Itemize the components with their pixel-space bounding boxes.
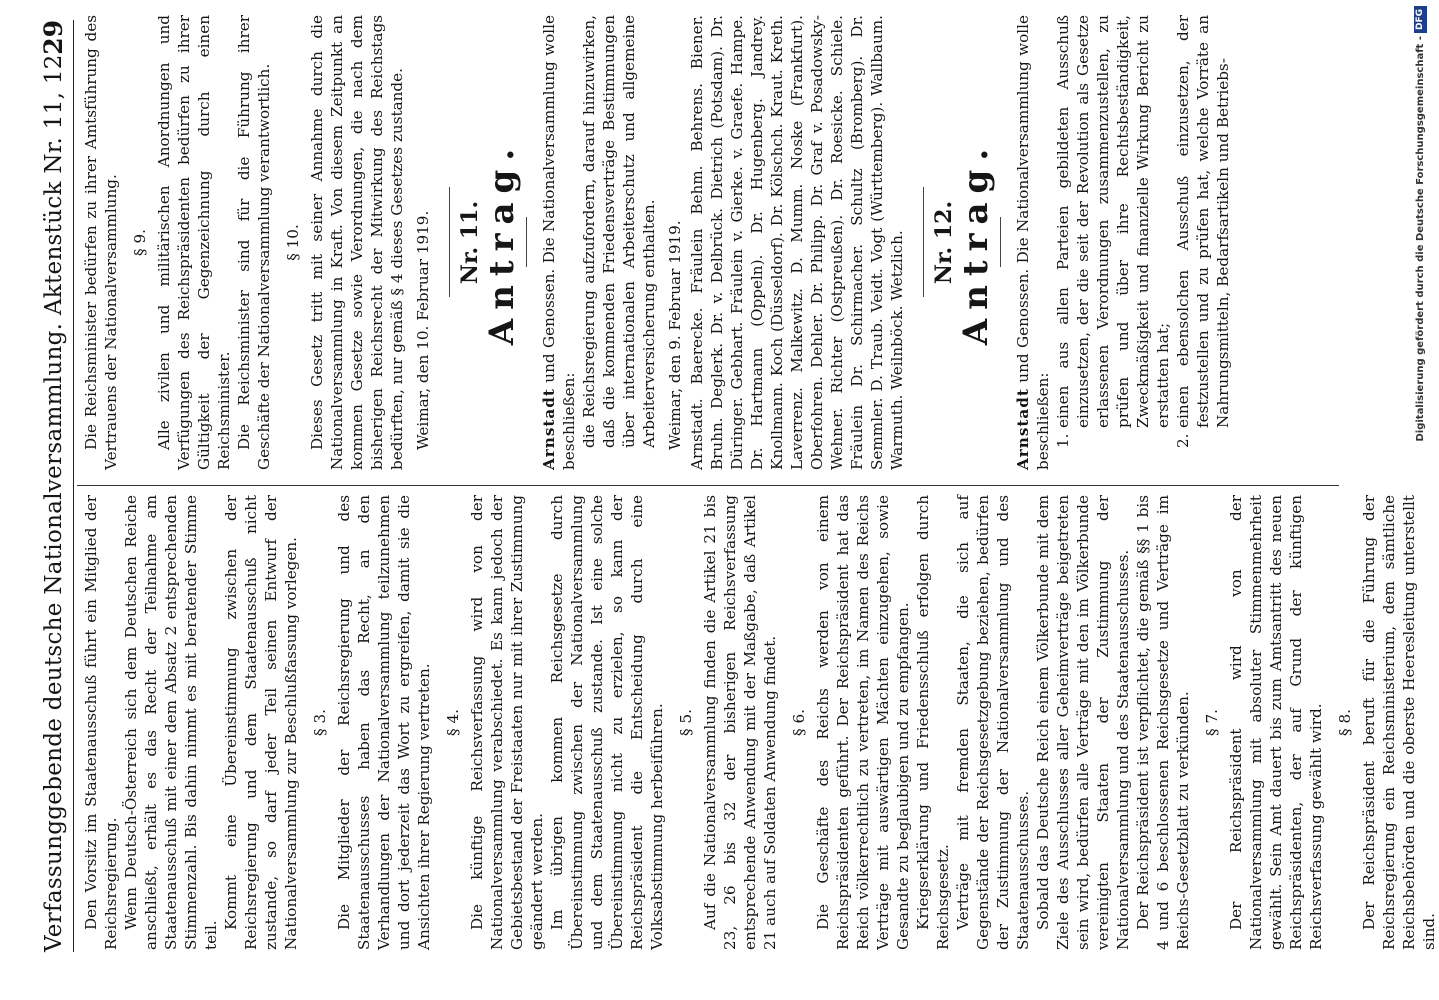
motion-intro (539, 15, 579, 470)
page-title: Verfassunggebende deutsche Nationalversammlung. Aktenstück Nr. 11, 12. (41, 46, 67, 952)
paragraph: Der Reichspräsident beruft für die Führung der Reichsregierung ein Reichsministerium, dem sämtliche Reichsbehörden und die oberste Heeresleitung unterstellt sind. (1360, 495, 1438, 950)
paragraph: Die Reichsminister sind für die Führung ihrer Geschäfte der Nationalversammlung verantwortlich. (235, 15, 273, 470)
page-number: 29 (39, 20, 68, 55)
page-header (39, 20, 74, 952)
paragraph: Der Reichspräsident wird von der Nationalversammlung mit absoluter Stimmenmehrheit gewählt. Sein Amt dauert bis zum Amtsantritt des neuen Reichspräsidenten, der auf Grund der künftigen Reichsverfassung gewählt wird. (1227, 495, 1325, 950)
item-text: einen ebensolchen Ausschuß einzusetzen, der festzustellen und zu prüfen hat, welche Vorräte an Nahrungsmitteln, Bedarfsartikeln und Betriebs- (1174, 15, 1232, 428)
item-number: 2. (1174, 433, 1192, 448)
motion-text: die Reichsregierung aufzufordern, darauf hinzuwirken, daß die kommenden Friedensverträge Bestimmungen über internationalen Arbeiterschutz und allgemeine Arbeiterversicherung enthalten. (580, 15, 658, 448)
item-number: 1. (1054, 433, 1072, 448)
paragraph: Den Vorsitz im Staatenausschuß führt ein Mitglied der Reichsregierung. (82, 495, 120, 950)
left-column (81, 495, 1438, 950)
motion-intro-text: und Genossen. Die Nationalversammlung wolle beschließen: (1014, 14, 1052, 470)
document-title: Antrag. (482, 139, 522, 346)
paragraph: Dieses Gesetz tritt mit seiner Annahme durch die Nationalversammlung in Kraft. Von diesem Zeitpunkt an kommen Gesetze sowie Verordnungen, die nach dem bisherigen Reichsrecht der Mitwirkung des Reichstags bedürften, nur gemäß § 4 dieses Gesetzes zustande. (308, 15, 406, 470)
section-heading: § 6. (790, 709, 808, 736)
section-heading: § 10. (284, 224, 302, 261)
section-heading: § 7. (1203, 709, 1221, 736)
section-heading: § 9. (131, 229, 149, 256)
place-date: Weimar, den 9. Februar 1919. (666, 220, 684, 450)
motion-intro-text: und Genossen. Die Nationalversammlung wolle beschließen: (540, 14, 578, 470)
section-heading: § 5. (677, 709, 695, 736)
paragraph: Die Mitglieder der Reichsregierung und des Staatenausschusses haben das Recht, an den Verhandlungen der Nationalversammlung teilzunehmen und dort jederzeit das Wort zu ergreifen, damit sie die Ansichten ihrer Regierung vertreten. (335, 495, 433, 950)
separator-rule (449, 188, 450, 298)
motion-intro (1013, 15, 1053, 470)
digitization-watermark (1410, 6, 1432, 994)
paragraph: Auf die Nationalversammlung finden die Artikel 21 bis 23, 26 bis 32 der bisherigen Reichsverfassung entsprechende Anwendung mit der Maßgabe, daß Artikel 21 auch auf Soldaten Anwendung findet. (701, 495, 779, 950)
paragraph: Kommt eine Übereinstimmung zwischen der Reichsregierung und dem Staatenausschuß nicht zustande, so darf jeder Teil seinen Entwurf der Nationalversammlung zur Beschlußfassung vorlegen. (222, 495, 300, 950)
paragraph: Die künftige Reichsverfassung wird von der Nationalversammlung verabschiedet. Es kann jedoch der Gebietsbestand der Freistaaten nur mit ihrer Zustimmung geändert werden. (468, 495, 546, 950)
separator-rule (923, 188, 924, 298)
paragraph: Im übrigen kommen Reichsgesetze durch Übereinstimmung zwischen der Nationalversammlung und dem Staatenausschuß zustande. Ist eine solche Übereinstimmung nicht zu erzielen, so kann der Reichspräsident die Entscheidung durch eine Volksabstimmung herbeiführen. (548, 495, 666, 950)
document-number: Nr. 12. (931, 200, 957, 285)
document-number: Nr. 11. (457, 200, 483, 285)
section-heading: § 3. (311, 709, 329, 736)
paragraph: Die Geschäfte des Reichs werden von einem Reichspräsidenten geführt. Der Reichspräsident hat das Reich völkerrechtlich zu vertreten, im Namen des Reichs Verträge mit auswärtigen Mächten einzugehen, sowie Gesandte zu beglaubigen und zu empfangen. (814, 495, 912, 950)
paragraph: Sobald das Deutsche Reich einem Völkerbunde mit dem Ziele des Ausschlusses aller Geheimverträge beigetreten sein wird, bedürfen alle Verträge mit den im Völkerbunde vereinigten Staaten der Zustimmung der Nationalversammlung und des Staatenausschusses. (1034, 495, 1132, 950)
paragraph: Die Reichsminister bedürfen zu ihrer Amtsführung des Vertrauens der Nationalversammlung. (82, 15, 120, 470)
column-divider (77, 485, 1339, 486)
paragraph: Kriegserklärung und Friedensschluß erfolgen durch Reichsgesetz. (914, 495, 952, 950)
paragraph: Wenn Deutsch-Österreich sich dem Deutschen Reiche anschließt, erhält es das Recht der Teilnahme am Staatenausschuß mit einer dem Absatz 2 entsprechenden Stimmenzahl. Bis dahin nimmt es mit beratender Stimme teil. (122, 495, 220, 950)
motion-item-list (1053, 15, 1233, 470)
section-heading: § 4. (444, 709, 462, 736)
separator-rule (1000, 218, 1001, 268)
motion-item (1173, 15, 1233, 448)
motion-item (1053, 15, 1173, 448)
right-column (81, 15, 1343, 470)
motion-author: Arnstadt (540, 388, 558, 470)
paragraph: Alle zivilen und militärischen Anordnungen und Verfügungen des Reichspräsidenten bedürfen zu ihrer Gültigkeit der Gegenzeichnung durch einen Reichsminister. (155, 15, 233, 470)
document-title: Antrag. (956, 139, 996, 346)
signatory-list: Arnstadt. Baerecke. Fräulein Behm. Behrens. Biener. Bruhn. Deglerk. Dr. v. Delbrück. Dietrich (Potsdam). Dr. Düringer. Gebhart. Fräulein v. Gierke. v. Graefe. Hampe. Dr. Hartmann (Oppeln). Dr. Hugenberg. Jandrey. Knollmann. Koch (Düsseldorf). Dr. Kölschch. Kraut. Kreth. Laverrenz. Malkewitz. D. Mumm. Noske (Frankfurt). Oberfohren. Dehler. Dr. Philipp. Dr. Graf v. Posadowsky-Wehner. Richter (Ostpreußen). Dr. Roesicke. Schiele. Fräulein Dr. Schirmacher. Schultz (Bromberg). Dr. Semmler. D. Traub. Veidt. Vogt (Württemberg). Wallbaum. Warmuth. Weilnböck. Wetzlich. (688, 15, 906, 470)
watermark-text: Digitalisierung gefördert durch die Deutsche Forschungsgemeinschaft - (1415, 36, 1426, 442)
paragraph: Der Reichspräsident ist verpflichtet, die gemäß §§ 1 bis 4 und 6 beschlossenen Reichsgesetze und Verträge im Reichs-Gesetzblatt zu verkünden. (1134, 495, 1192, 950)
section-heading: § 8. (1336, 709, 1354, 736)
separator-rule (526, 218, 527, 268)
place-date: Weimar, den 10. Februar 1919. (414, 210, 432, 450)
paragraph: Verträge mit fremden Staaten, die sich auf Gegenstände der Reichsgesetzgebung beziehen, bedürfen der Zustimmung der Nationalversammlung und des Staatenausschusses. (954, 495, 1032, 950)
motion-author: Arnstadt (1014, 388, 1032, 470)
dfg-logo: DFG (1414, 6, 1427, 33)
item-text: einen aus allen Parteien gebildeten Ausschuß einzusetzen, der die seit der Revolution als Gesetze erlassenen Verordnungen zusammenzustellen, zu prüfen und über ihre Rechtsbeständigkeit, Zweckmäßigkeit und finanzielle Wirkung Bericht zu erstatten hat; (1054, 15, 1172, 428)
